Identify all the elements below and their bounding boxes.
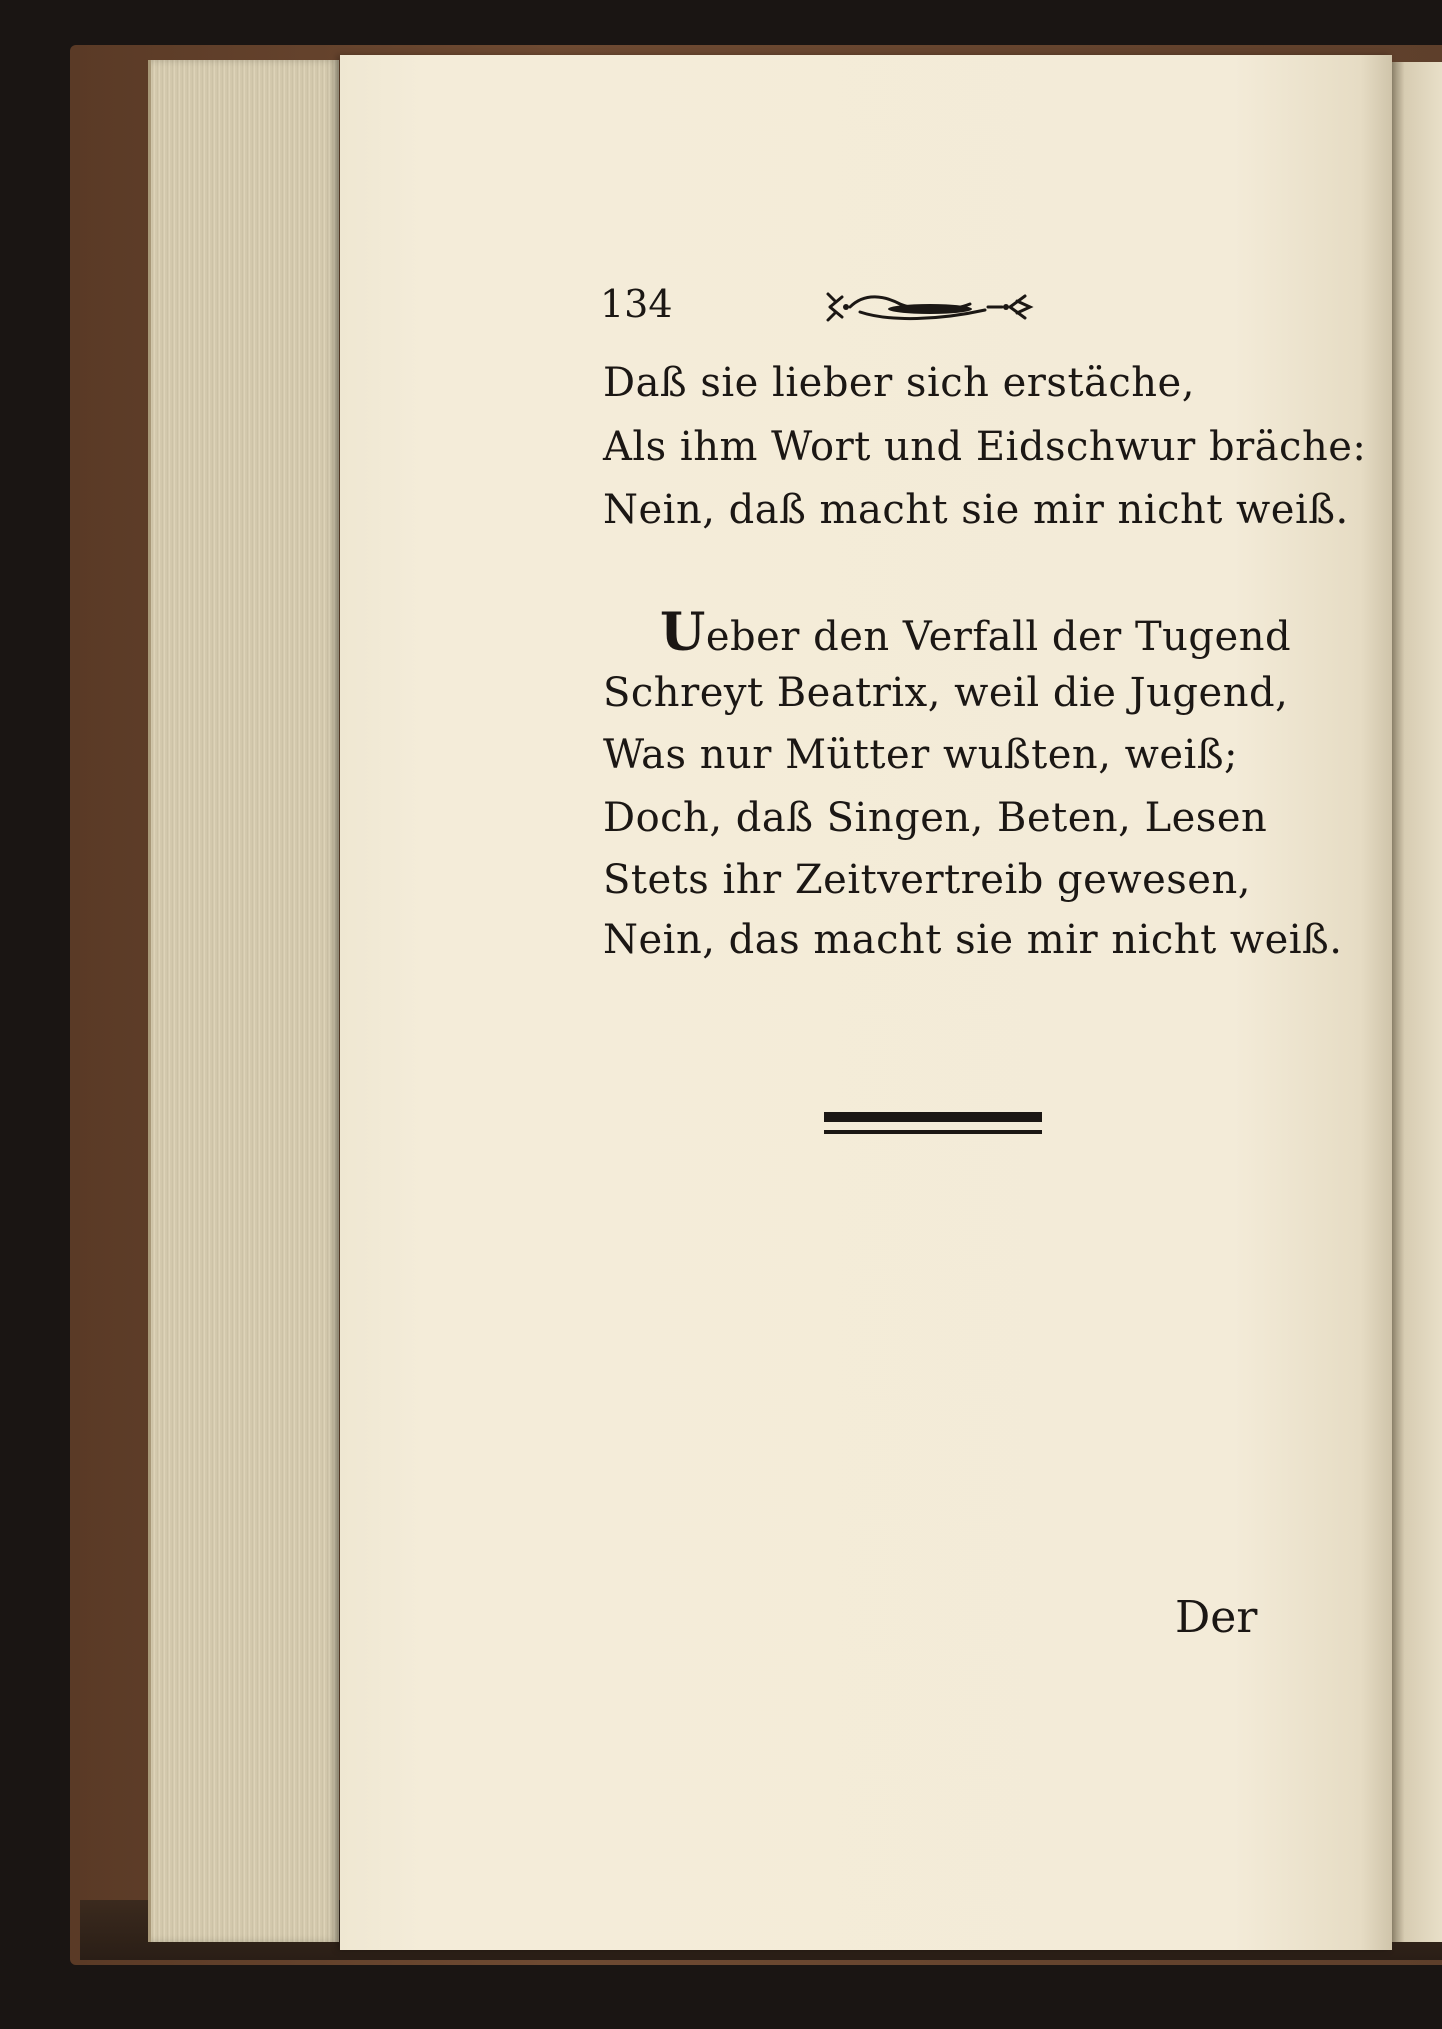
book-page: [340, 55, 1392, 1950]
page-edges: [148, 60, 339, 1942]
verse-line: Stets ihr Zeitvertreib gewesen,: [603, 857, 1251, 903]
verse-line: Was nur Mütter wußten, weiß;: [603, 732, 1239, 778]
decorative-scroll-ornament: [820, 282, 1040, 332]
facing-page-edge: [1392, 62, 1442, 1942]
verse-line: Als ihm Wort und Eidschwur bräche:: [603, 424, 1367, 470]
verse-line: Schreyt Beatrix, weil die Jugend,: [603, 670, 1289, 716]
verse-line: Nein, das macht sie mir nicht weiß.: [603, 917, 1343, 963]
initial-letter: U: [660, 602, 706, 663]
page-number: 134: [600, 282, 673, 326]
section-rule-thick: [824, 1112, 1042, 1122]
verse-line: Nein, daß macht sie mir nicht weiß.: [603, 487, 1349, 533]
section-rule-thin: [824, 1130, 1042, 1134]
verse-line: Doch, daß Singen, Beten, Lesen: [603, 795, 1268, 841]
verse-line: Daß sie lieber sich erstäche,: [603, 360, 1195, 406]
verse-line-rest: eber den Verfall der Tugend: [705, 614, 1292, 660]
verse-line-with-initial: [660, 602, 1291, 663]
show-through: [580, 535, 592, 579]
catchword: Der: [1175, 1592, 1258, 1643]
